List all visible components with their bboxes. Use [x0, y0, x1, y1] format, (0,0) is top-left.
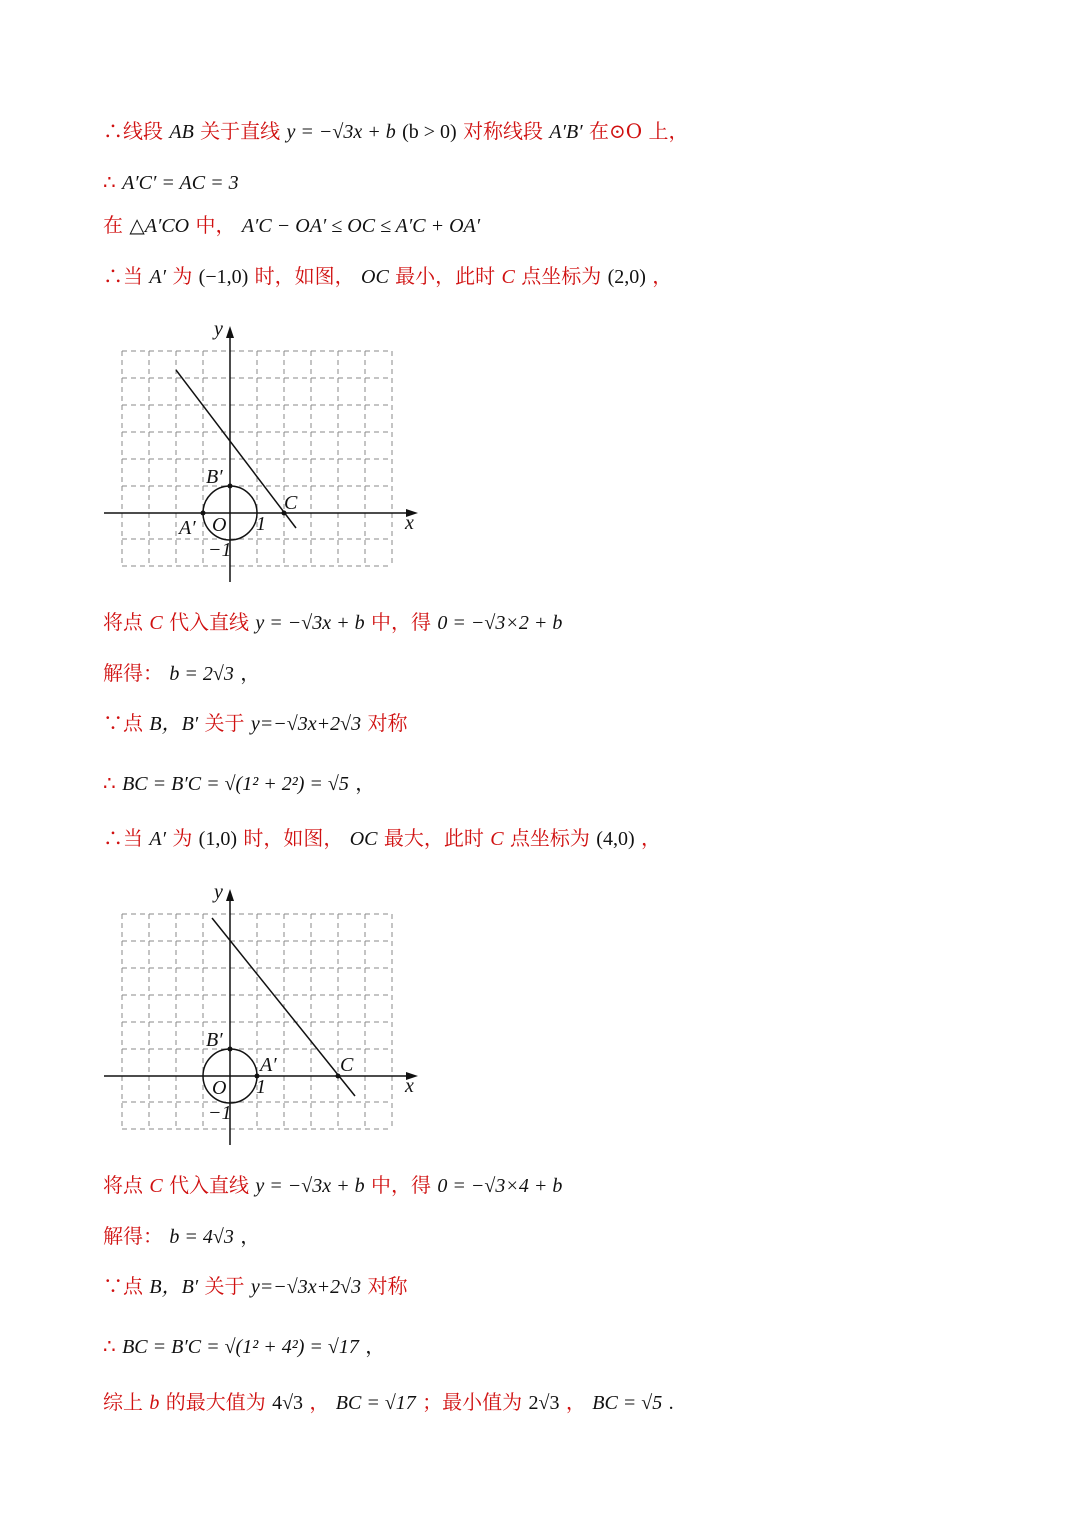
text: ， — [565, 1390, 586, 1414]
solution-line-12 — [103, 1272, 407, 1301]
x-label: x — [405, 1075, 414, 1097]
text: ， — [365, 1336, 386, 1358]
math: C — [501, 266, 515, 288]
math: y=−√3x+2√3 — [250, 1276, 362, 1298]
math: b = 4√3 — [169, 1226, 234, 1248]
b-prime-label: B′ — [206, 1029, 223, 1051]
solution-line-7 — [103, 709, 407, 738]
text: 代入直线 — [169, 610, 250, 634]
solution-line-10 — [103, 1171, 562, 1200]
math: A′B′ — [549, 121, 583, 143]
text: 为 — [172, 264, 193, 288]
c-label: C — [284, 492, 298, 514]
solution-line-6 — [103, 659, 260, 688]
math: C — [149, 612, 163, 634]
y-label: y — [214, 318, 223, 340]
origin-label: O — [212, 514, 227, 536]
math: y=−√3x+2√3 — [250, 713, 362, 735]
text: 中， — [195, 213, 236, 237]
y-axis-arrow-icon — [226, 889, 234, 901]
text: 解得： — [103, 1224, 163, 1248]
math: A′C′ = AC = 3 — [122, 172, 239, 194]
text: ∴当 — [103, 826, 143, 850]
text: ∴线段 — [103, 119, 163, 143]
text: 点坐标为 — [509, 826, 590, 850]
text: ∴ — [103, 1334, 116, 1358]
point-b-prime — [228, 484, 233, 489]
solution-line-9 — [103, 824, 661, 853]
text: ∴ — [103, 771, 116, 795]
text: ∴当 — [103, 264, 143, 288]
math: (4,0) — [596, 828, 635, 850]
solution-line-3 — [103, 211, 480, 240]
text: 中，得 — [371, 610, 431, 634]
solution-line-4 — [103, 262, 672, 291]
math: b — [149, 1392, 160, 1414]
text: 为 — [172, 826, 193, 850]
math: 4√3 — [272, 1392, 304, 1414]
text: 关于 — [204, 1274, 245, 1298]
a-prime-label: A′ — [260, 1054, 277, 1076]
text: 关于直线 — [200, 119, 281, 143]
text: 时，如图， — [254, 264, 355, 288]
math: (2,0) — [607, 266, 646, 288]
solution-line-1 — [103, 117, 688, 146]
text: ， — [640, 826, 661, 850]
text: ， — [355, 773, 376, 795]
math: B，B′ — [149, 1276, 199, 1298]
math: (b > 0) — [402, 121, 457, 143]
text: ， — [652, 264, 673, 288]
text: 对称 — [367, 711, 408, 735]
text: . — [668, 1392, 674, 1414]
y-label: y — [214, 881, 223, 903]
one-label: 1 — [256, 1076, 266, 1098]
text: 时，如图， — [243, 826, 344, 850]
solution-line-2 — [103, 168, 239, 197]
coordinate-figure-2 — [100, 880, 425, 1148]
text: ∵点 — [103, 711, 143, 735]
math: BC = √5 — [592, 1392, 663, 1414]
text: 关于 — [204, 711, 245, 735]
math: A′ — [149, 266, 166, 288]
text: 解得： — [103, 661, 163, 685]
text: 最小，此时 — [395, 264, 496, 288]
y-axis-arrow-icon — [226, 326, 234, 338]
text: 在⊙O 上， — [588, 119, 689, 143]
math: BC = B′C = √(1² + 4²) = √17 — [122, 1336, 359, 1358]
math: (−1,0) — [198, 266, 249, 288]
math: b = 2√3 — [169, 663, 234, 685]
math: OC — [361, 266, 389, 288]
text: ， — [240, 1226, 261, 1248]
math: 2√3 — [528, 1392, 560, 1414]
math: (1,0) — [198, 828, 237, 850]
solution-line-11 — [103, 1222, 260, 1251]
text: 中，得 — [371, 1173, 431, 1197]
math: A′C − OA′ ≤ OC ≤ A′C + OA′ — [241, 215, 481, 237]
origin-label: O — [212, 1077, 227, 1099]
c-label: C — [340, 1054, 354, 1076]
line-y-neg-sqrt3x-plus-b — [176, 370, 296, 528]
text: 将点 — [103, 610, 143, 634]
solution-line-8 — [103, 769, 375, 798]
solution-line-13 — [103, 1332, 385, 1361]
math: AB — [169, 121, 194, 143]
math: y = −√3x + b — [286, 121, 396, 143]
text: 代入直线 — [169, 1173, 250, 1197]
math: 0 = −√3×4 + b — [437, 1175, 563, 1197]
math: 0 = −√3×2 + b — [437, 612, 563, 634]
math: y = −√3x + b — [255, 612, 365, 634]
text: ∴ — [103, 170, 116, 194]
math: y = −√3x + b — [255, 1175, 365, 1197]
text: 将点 — [103, 1173, 143, 1197]
b-prime-label: B′ — [206, 466, 223, 488]
text: ∵点 — [103, 1274, 143, 1298]
neg-one-label: −1 — [208, 539, 232, 561]
text: 在 — [103, 213, 123, 237]
text: ， — [240, 663, 261, 685]
neg-one-label: −1 — [208, 1102, 232, 1124]
math: △A′CO — [129, 215, 190, 237]
math: OC — [349, 828, 378, 850]
point-b-prime — [228, 1047, 233, 1052]
math: C — [490, 828, 504, 850]
math: B，B′ — [149, 713, 199, 735]
a-prime-label: A′ — [179, 517, 196, 539]
text: ， — [309, 1390, 330, 1414]
x-label: x — [405, 512, 414, 534]
solution-line-5 — [103, 608, 562, 637]
point-a-prime — [201, 511, 206, 516]
math: C — [149, 1175, 163, 1197]
math: BC = √17 — [335, 1392, 416, 1414]
math: BC = B′C = √(1² + 2²) = √5 — [122, 773, 349, 795]
math: A′ — [149, 828, 166, 850]
one-label: 1 — [256, 513, 266, 535]
text: 的最大值为 — [165, 1390, 266, 1414]
text: 综上 — [103, 1390, 143, 1414]
text: 点坐标为 — [521, 264, 602, 288]
text: ；最小值为 — [422, 1390, 523, 1414]
solution-line-14 — [103, 1388, 674, 1417]
text: 最大，此时 — [383, 826, 484, 850]
text: 对称线段 — [463, 119, 544, 143]
coordinate-figure-1 — [100, 318, 425, 586]
text: 对称 — [367, 1274, 408, 1298]
